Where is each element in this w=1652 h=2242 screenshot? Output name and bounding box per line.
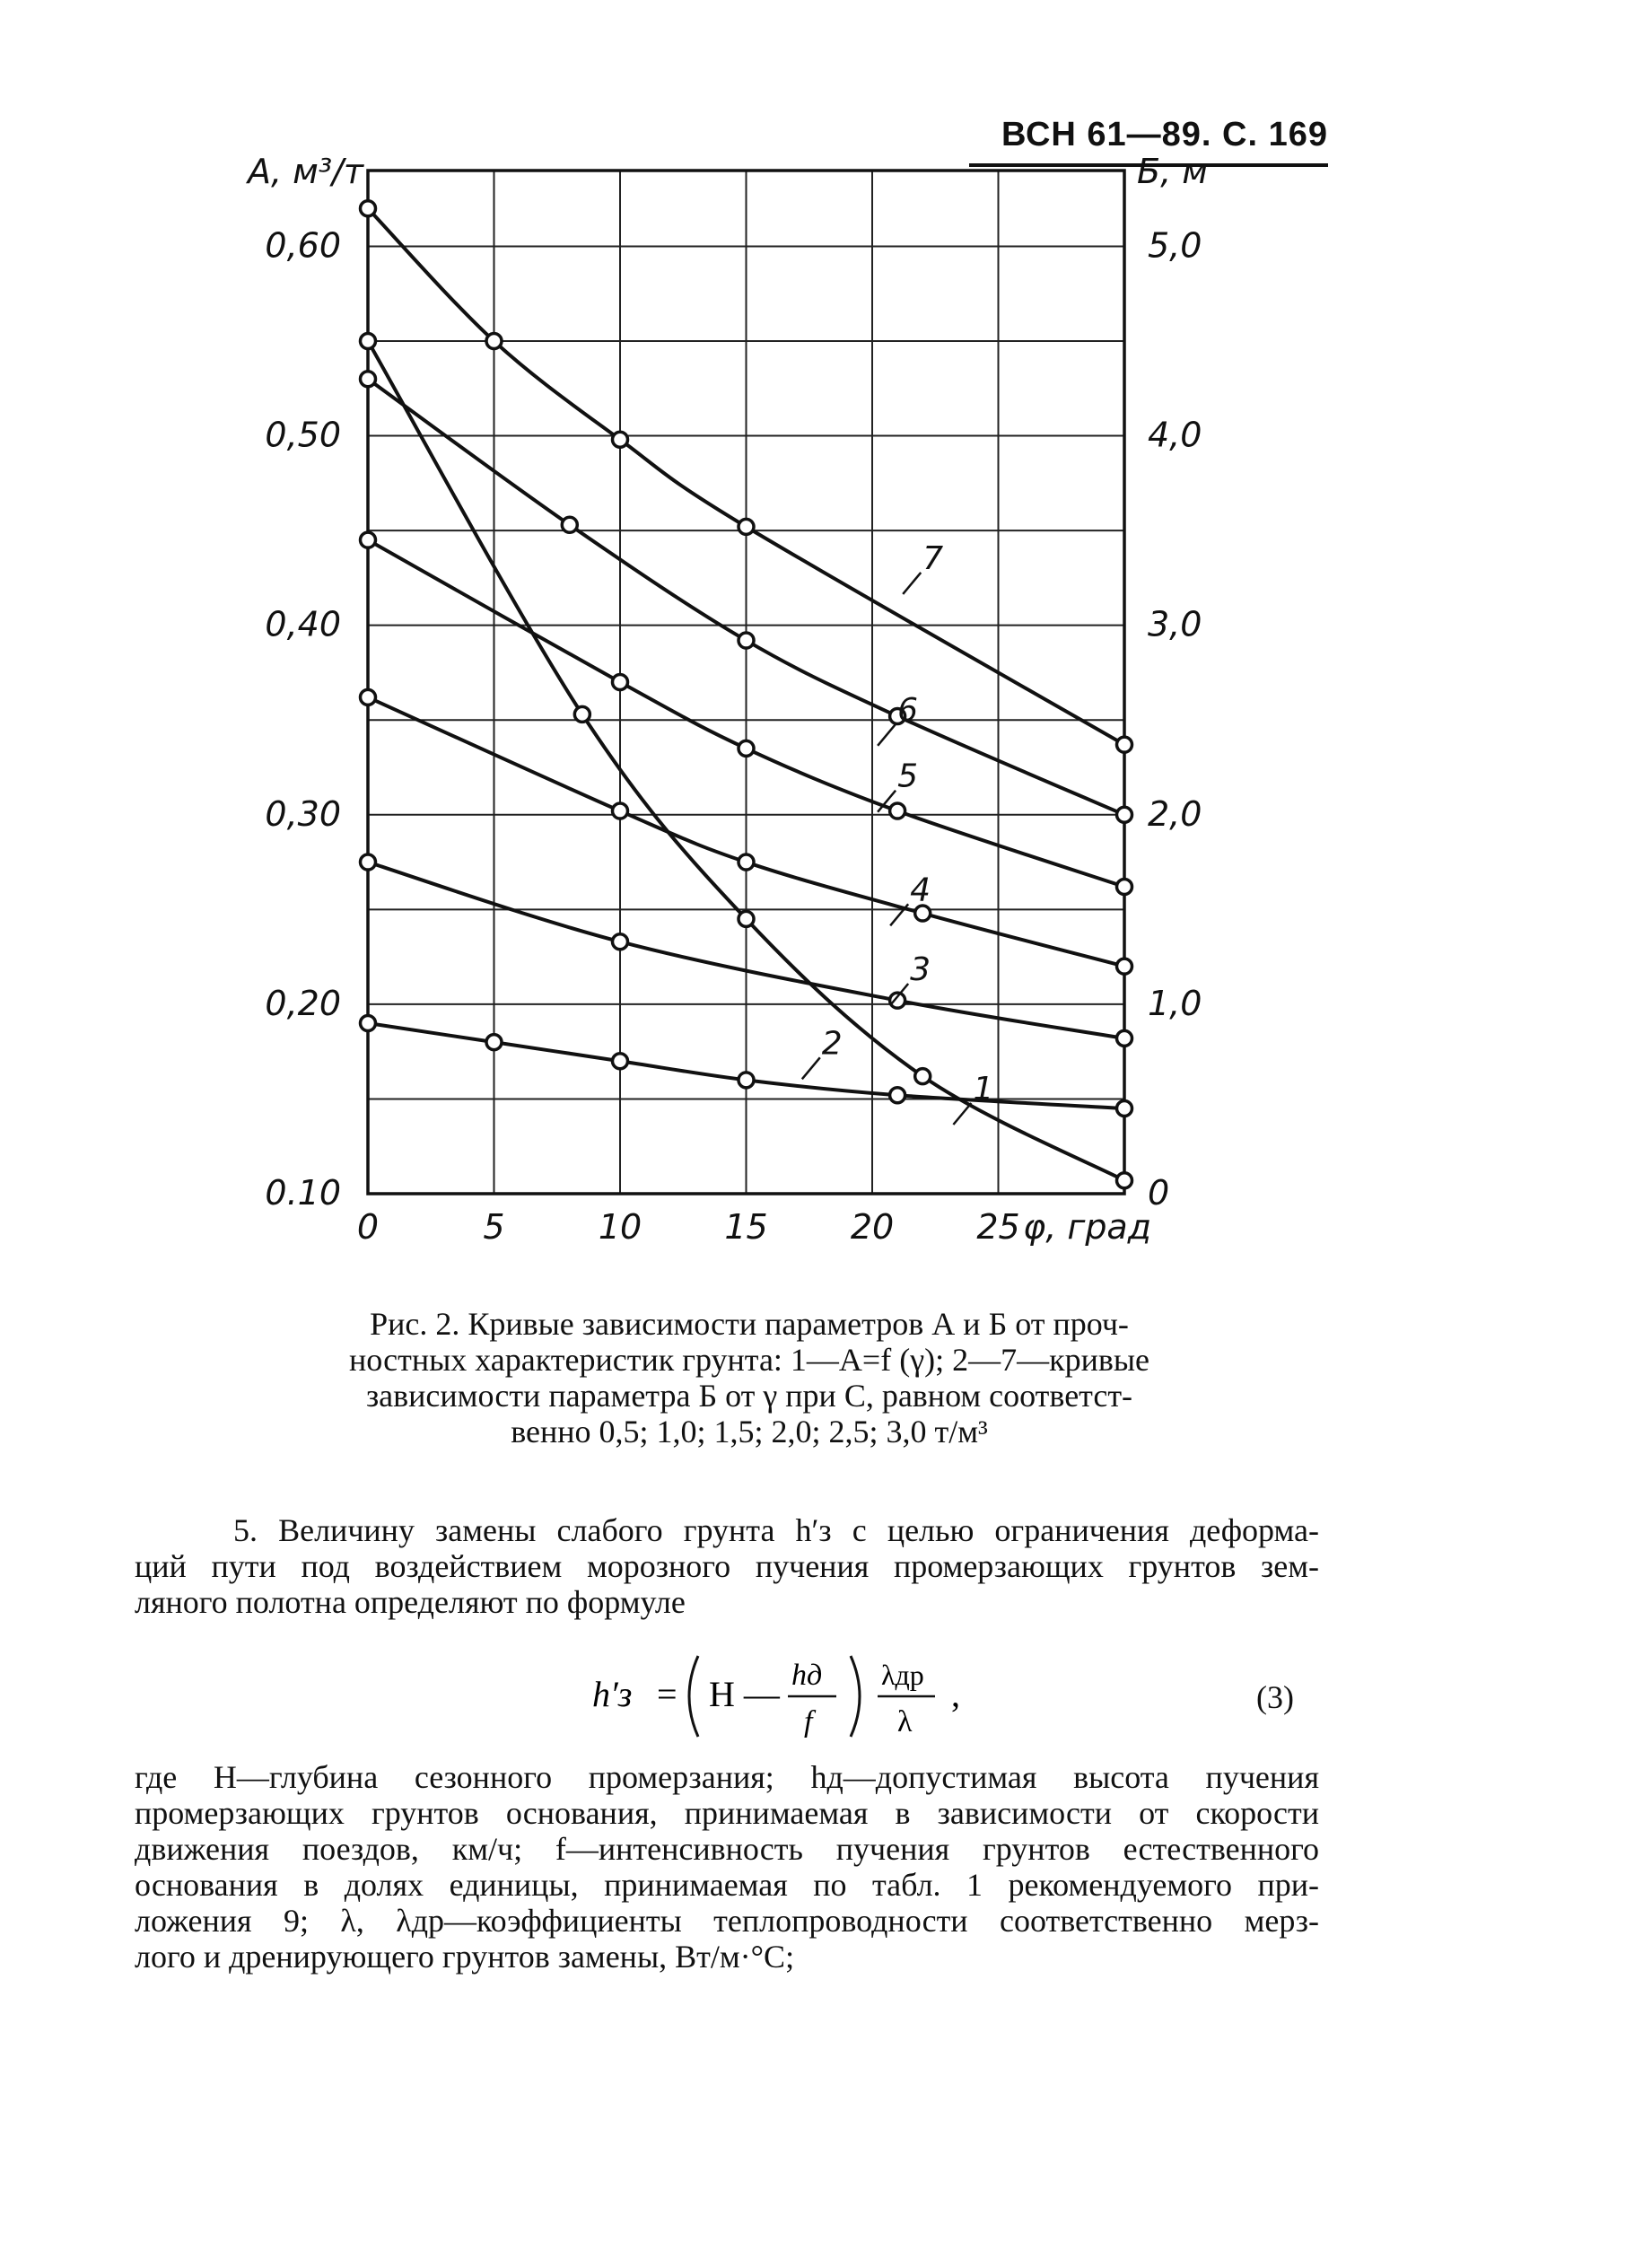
series-point-1 <box>739 911 754 926</box>
formula-den2: λ <box>897 1705 913 1738</box>
y-left-tick-label: 0,50 <box>265 415 341 455</box>
y-right-axis-title: Б, м <box>1137 152 1208 191</box>
formula-num2: λдр <box>881 1659 924 1691</box>
series-label-1: 1 <box>973 1071 994 1108</box>
series-point-2 <box>613 1054 628 1069</box>
series-point-1 <box>1117 1173 1132 1188</box>
series-point-6 <box>361 372 376 387</box>
formula-den1: f <box>804 1705 813 1738</box>
x-axis-title: φ, град <box>1023 1207 1151 1247</box>
series-label-7: 7 <box>922 539 944 577</box>
series-leader-2 <box>802 1057 820 1079</box>
series-point-5 <box>739 740 754 756</box>
series-point-6 <box>1117 807 1132 822</box>
x-tick-label: 10 <box>598 1207 642 1247</box>
series-point-7 <box>739 519 754 534</box>
series-point-1 <box>915 1069 931 1084</box>
series-point-7 <box>486 334 502 349</box>
x-tick-label: 5 <box>483 1207 505 1247</box>
y-right-tick-label: 3,0 <box>1148 604 1202 644</box>
series-point-1 <box>574 706 590 722</box>
y-right-tick-label: 4,0 <box>1148 415 1202 455</box>
series-point-6 <box>739 633 754 648</box>
explanation-line: лого и дренирующего грунтов замены, Вт/м·°С; <box>135 1939 795 1975</box>
y-right-tick-label: 1,0 <box>1148 983 1202 1023</box>
series-point-5 <box>613 675 628 690</box>
formula-equals: = <box>657 1674 677 1714</box>
series-point-3 <box>1117 1030 1132 1046</box>
y-left-tick-label: 0,40 <box>265 604 341 644</box>
y-left-tick-label: 0,20 <box>265 983 341 1023</box>
caption-line: венно 0,5; 1,0; 1,5; 2,0; 2,5; 3,0 т/м³ <box>511 1414 988 1449</box>
series-point-7 <box>613 432 628 447</box>
explanation-line: ложения 9; λ, λдр—коэффициенты теплопроводности соответственно мерз- <box>135 1903 1319 1939</box>
series-leader-7 <box>903 573 921 594</box>
explanation-line: где Н—глубина сезонного промерзания; hд—допустимая высота пучения <box>135 1759 1319 1795</box>
formula-3 <box>583 1647 1086 1746</box>
formula-num1: hд <box>791 1659 823 1692</box>
y-right-tick-label: 5,0 <box>1148 225 1202 266</box>
series-point-6 <box>562 517 577 532</box>
caption-line: Рис. 2. Кривые зависимости параметров А и Б от проч- <box>370 1306 1129 1342</box>
y-right-tick-label: 0 <box>1148 1173 1170 1213</box>
series-point-2 <box>486 1035 502 1050</box>
series-point-2 <box>361 1016 376 1031</box>
series-leader-1 <box>953 1103 971 1125</box>
explanation-line: промерзающих грунтов основания, принимаемая в зависимости от скорости <box>135 1795 1319 1831</box>
series-point-3 <box>613 934 628 950</box>
formula-explanation <box>135 1759 1319 1975</box>
series-point-3 <box>361 854 376 870</box>
x-tick-label: 20 <box>850 1207 895 1247</box>
caption-line: зависимости параметра Б от γ при C, равном соответст- <box>365 1378 1133 1414</box>
x-tick-label: 25 <box>976 1207 1020 1247</box>
series-label-4: 4 <box>910 871 931 909</box>
y-left-tick-label: 0,60 <box>265 225 341 266</box>
right-paren <box>851 1656 860 1737</box>
left-paren <box>689 1656 698 1737</box>
y-left-tick-label: 0,30 <box>265 793 341 834</box>
series-point-5 <box>890 803 905 819</box>
parameters-chart <box>224 144 1256 1274</box>
explanation-line: основания в долях единицы, принимаемая по табл. 1 рекомендуемого при- <box>135 1867 1319 1903</box>
series-leader-6 <box>878 724 896 746</box>
formula-number: (3) <box>1256 1679 1294 1715</box>
formula-tail: , <box>951 1674 960 1714</box>
series-point-7 <box>361 201 376 216</box>
series-point-4 <box>613 803 628 819</box>
series-point-2 <box>739 1073 754 1088</box>
y-left-axis-title: А, м³/т <box>248 152 363 191</box>
paragraph-line: ляного полотна определяют по формуле <box>135 1584 686 1620</box>
paragraph-line: ций пути под воздействием морозного пучения промерзающих грунтов зем- <box>135 1548 1319 1584</box>
series-label-5: 5 <box>897 758 919 795</box>
y-right-tick-label: 2,0 <box>1148 793 1202 834</box>
page-header: ВСН 61—89. С. 169 <box>969 109 1328 167</box>
formula-h: Н — <box>709 1674 780 1714</box>
x-tick-label: 0 <box>356 1207 380 1247</box>
series-point-4 <box>361 689 376 705</box>
explanation-line: движения поездов, км/ч; f—интенсивность пучения грунтов естественного <box>135 1831 1319 1867</box>
series-label-2: 2 <box>821 1025 843 1063</box>
series-point-2 <box>890 1088 905 1103</box>
caption-line: ностных характеристик грунта: 1—А=f (γ); 2—7—кривые <box>348 1342 1150 1378</box>
x-tick-label: 15 <box>724 1207 768 1247</box>
paragraph-line: 5. Величину замены слабого грунта h′з с целью ограничения деформа- <box>233 1512 1319 1548</box>
series-point-4 <box>739 854 754 870</box>
paragraph-5 <box>135 1512 1319 1620</box>
series-point-7 <box>1117 737 1132 752</box>
formula-lhs: h′з <box>592 1674 633 1714</box>
series-point-4 <box>1117 959 1132 974</box>
series-point-2 <box>1117 1101 1132 1117</box>
y-left-tick-label: 0.10 <box>265 1173 341 1213</box>
series-label-6: 6 <box>897 691 919 729</box>
series-point-1 <box>361 334 376 349</box>
series-label-3: 3 <box>910 951 931 988</box>
figure-caption <box>296 1306 1202 1449</box>
series-point-5 <box>361 532 376 547</box>
series-point-5 <box>1117 880 1132 895</box>
